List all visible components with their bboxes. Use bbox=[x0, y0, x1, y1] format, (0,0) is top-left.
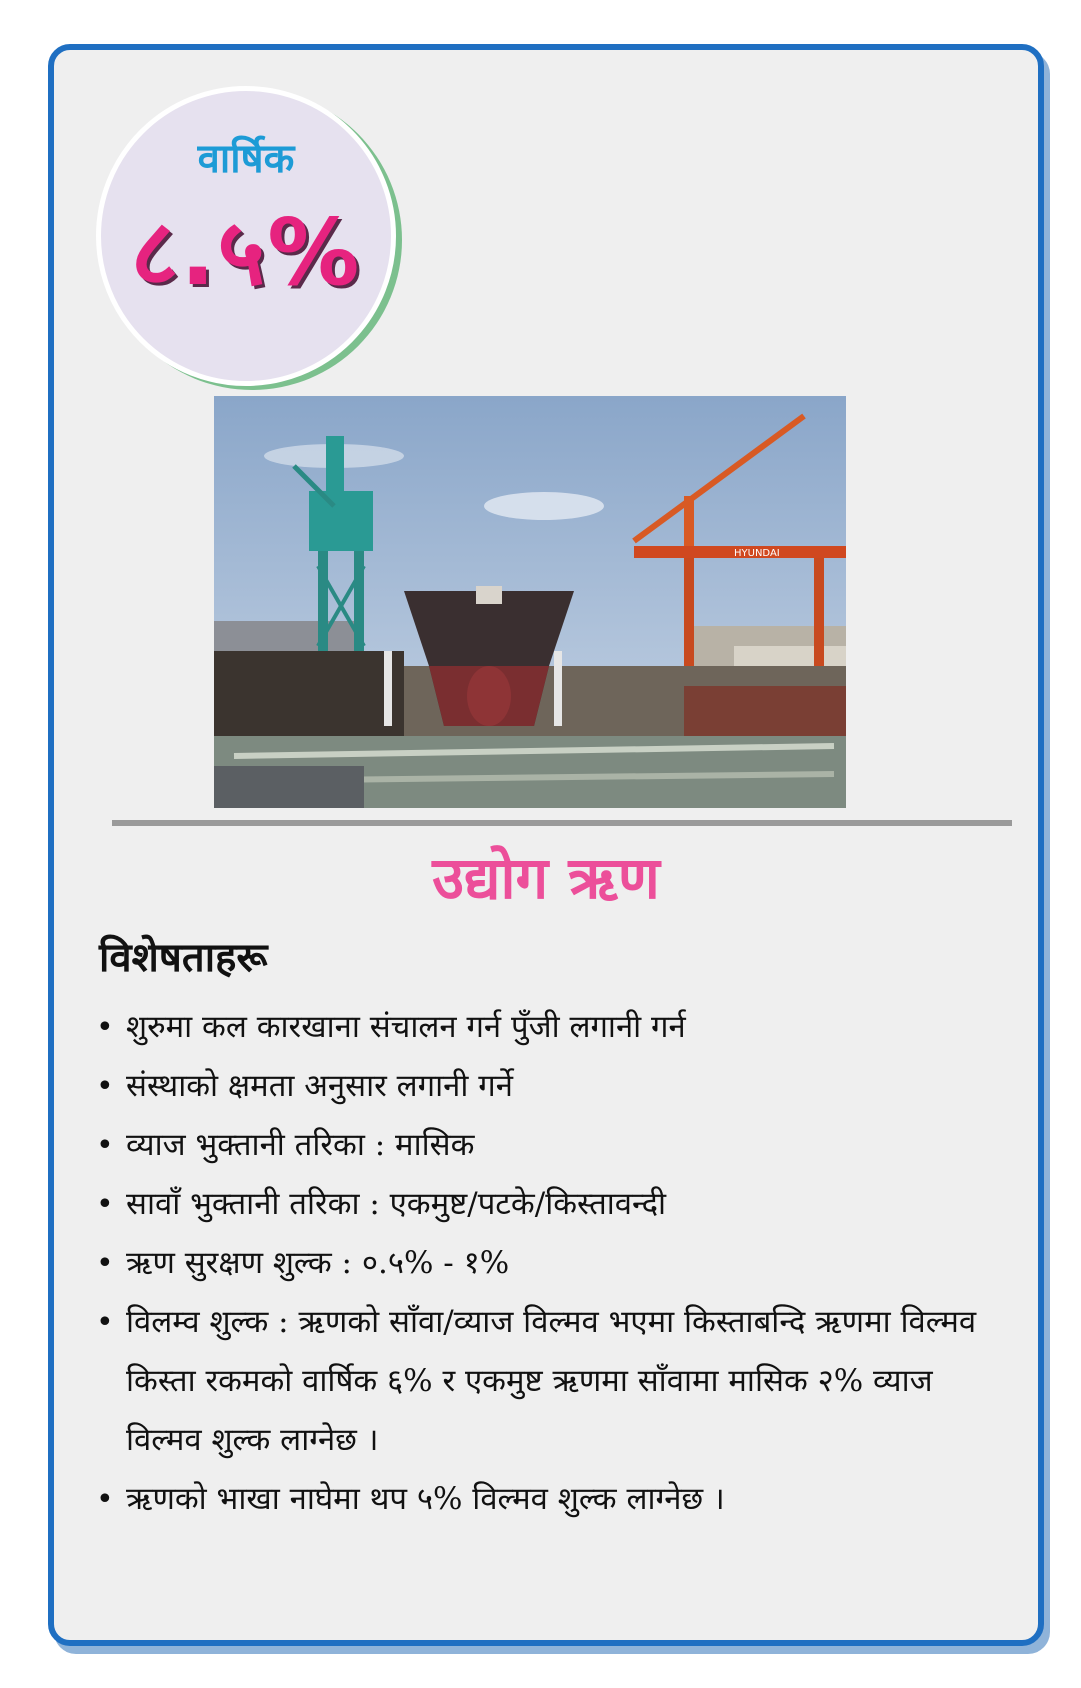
bullet-icon: • bbox=[96, 1482, 114, 1517]
bullet-icon: • bbox=[96, 1305, 114, 1340]
crane-sign: HYUNDAI bbox=[734, 548, 780, 559]
feature-item: • ऋणको भाखा नाघेमा थप ५% विल्मव शुल्क लाग्नेछ । bbox=[96, 1470, 986, 1529]
feature-item: • व्याज भुक्तानी तरिका : मासिक bbox=[96, 1116, 986, 1175]
feature-item: • संस्थाको क्षमता अनुसार लगानी गर्ने bbox=[96, 1057, 986, 1116]
shipyard-photo bbox=[214, 396, 846, 808]
bullet-icon: • bbox=[96, 1187, 114, 1222]
bullet-icon: • bbox=[96, 1246, 114, 1281]
feature-item: • सावाँ भुक्तानी तरिका : एकमुष्ट/पटके/किस्तावन्दी bbox=[96, 1175, 986, 1234]
rate-value: ८.५% bbox=[130, 199, 362, 306]
feature-item: • ऋण सुरक्षण शुल्क : ०.५% - १% bbox=[96, 1234, 986, 1293]
loan-title: उद्योग ऋण bbox=[432, 844, 660, 912]
bullet-icon: • bbox=[96, 1069, 114, 1104]
rate-label: वार्षिक bbox=[197, 136, 295, 182]
bullet-icon: • bbox=[96, 1010, 114, 1045]
bullet-icon: • bbox=[96, 1128, 114, 1163]
features-heading: विशेषताहरू bbox=[99, 935, 268, 981]
interest-rate-badge bbox=[96, 86, 396, 386]
feature-item: • विलम्व शुल्क : ऋणको साँवा/व्याज विल्मव भएमा किस्ताबन्दि ऋणमा विल्मव किस्ता रकमको वार्षिक ६% र एकमुष्ट ऋणमा साँवामा मासिक २% व्याज विल्मव शुल्क लाग्नेछ । bbox=[96, 1293, 986, 1470]
feature-item: • शुरुमा कल कारखाना संचालन गर्न पुँजी लगानी गर्न bbox=[96, 998, 986, 1057]
feature-list bbox=[96, 998, 986, 1529]
loan-card bbox=[48, 44, 1044, 1646]
section-divider bbox=[112, 820, 1012, 826]
